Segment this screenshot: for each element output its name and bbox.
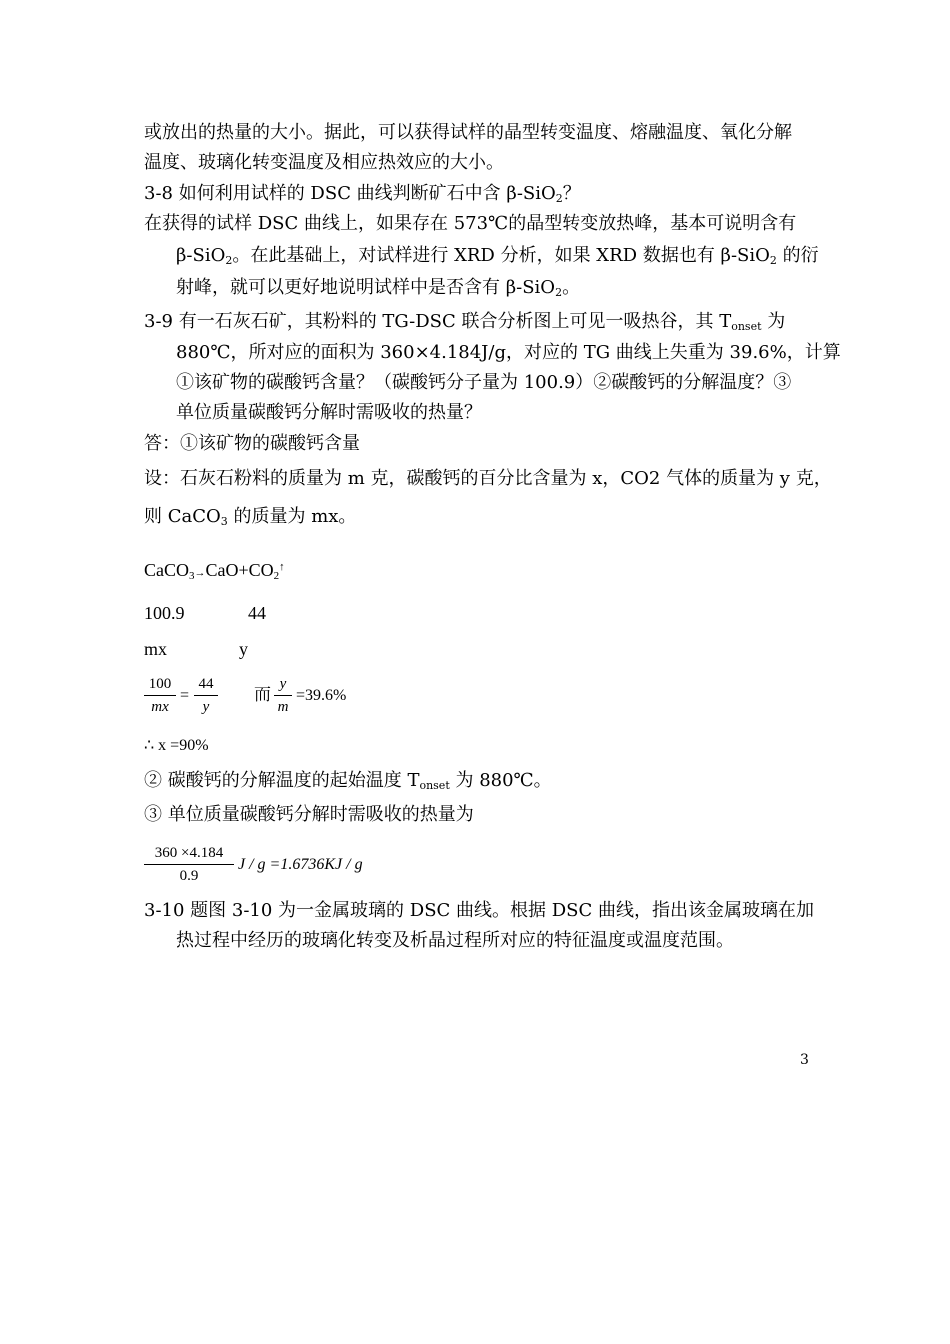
question-3-9-line: 单位质量碳酸钙分解时需吸收的热量？ bbox=[176, 402, 482, 423]
paragraph-line: 温度、玻璃化转变温度及相应热效应的大小。 bbox=[144, 152, 504, 173]
question-3-8: 3-8 如何利用试样的 DSC 曲线判断矿石中含 β-SiO$_2$？ bbox=[144, 183, 581, 205]
fraction: 44 y bbox=[194, 675, 218, 716]
therefore-result: ∴ x =90% bbox=[144, 737, 209, 754]
answer-3-8-line: 射峰，就可以更好地说明试样中是否含有 β-SiO$_2$。 bbox=[176, 277, 581, 299]
answer-3-8-line: 在获得的试样 DSC 曲线上，如果存在 573℃的晶型转变放热峰，基本可说明含有 bbox=[144, 213, 797, 234]
equals-sign: = bbox=[180, 687, 190, 704]
equation-result: =39.6% bbox=[296, 687, 347, 704]
question-3-10: 3-10 题图 3-10 为一金属玻璃的 DSC 曲线。根据 DSC 曲线，指出该金属玻璃在加 bbox=[144, 900, 814, 921]
paragraph-line: 或放出的热量的大小。据此，可以获得试样的晶型转变温度、熔融温度、氧化分解 bbox=[144, 122, 792, 143]
fraction: 360 ×4.184 0.9 bbox=[144, 844, 234, 885]
answer-3: ③ 单位质量碳酸钙分解时需吸收的热量为 bbox=[144, 804, 474, 825]
mass-variable: y bbox=[239, 639, 248, 659]
answer-2: ② 碳酸钙的分解温度的起始温度 $T_{onset}$ 为 880℃。 bbox=[144, 770, 552, 792]
conjunction-text: 而 bbox=[254, 685, 271, 705]
fraction: y m bbox=[274, 675, 292, 716]
assumption-line: 则 CaCO$_3$ 的质量为 mx。 bbox=[144, 506, 357, 528]
question-3-10-line: 热过程中经历的玻璃化转变及析晶过程所对应的特征温度或温度范围。 bbox=[176, 930, 734, 951]
answer-3-8-line: β-SiO$_2$。在此基础上，对试样进行 XRD 分析，如果 XRD 数据也有 β-SiO$_2$ 的衍 bbox=[176, 245, 819, 267]
question-3-9-line: 880℃，所对应的面积为 360×4.184J/g，对应的 TG 曲线上失重为 39.6%，计算 bbox=[176, 342, 841, 363]
molar-mass-value: 44 bbox=[248, 603, 266, 623]
question-3-9: 3-9 有一石灰石矿，其粉料的 TG-DSC 联合分析图上可见一吸热谷，其 $T_{onset}$ 为 bbox=[144, 311, 786, 333]
equation-result: J / g =1.6736KJ / g bbox=[238, 856, 363, 873]
assumption-line: 设：石灰石粉料的质量为 m 克，碳酸钙的百分比含量为 x，CO2 气体的质量为 y 克， bbox=[144, 468, 832, 489]
answer-heading: 答：①该矿物的碳酸钙含量 bbox=[144, 433, 360, 454]
fraction: 100 mx bbox=[144, 675, 176, 716]
reaction-equation: $CaCO_3\to CaO+CO_2^↑$ bbox=[144, 560, 285, 582]
question-3-9-line: ①该矿物的碳酸钙含量？（碳酸钙分子量为 100.9）②碳酸钙的分解温度？③ bbox=[176, 372, 792, 393]
mass-variable: mx bbox=[144, 639, 168, 659]
molar-mass-value: 100.9 bbox=[144, 603, 185, 623]
page-number: 3 bbox=[800, 1052, 809, 1068]
